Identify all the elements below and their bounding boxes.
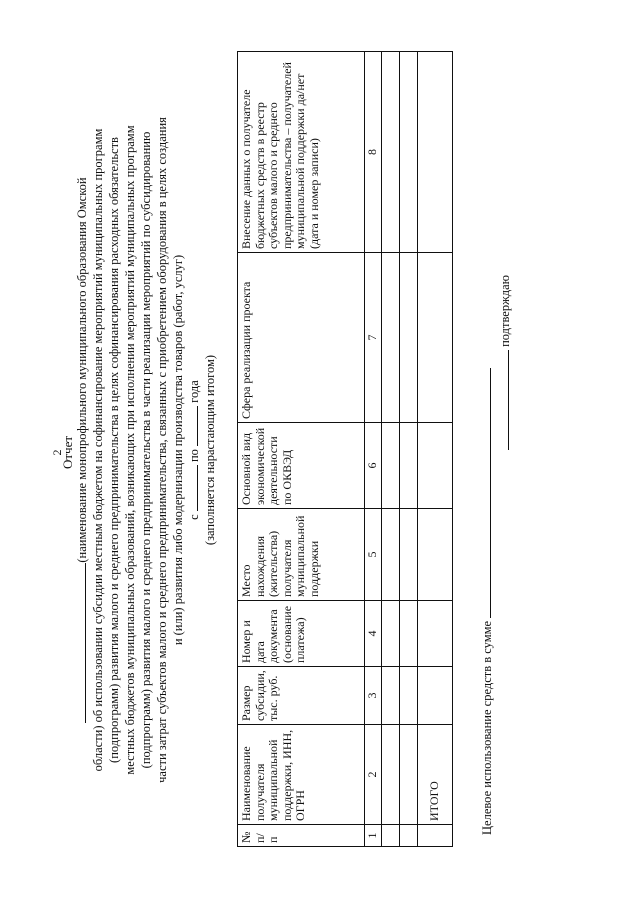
table-cell: [381, 253, 399, 423]
table-cell: [399, 423, 417, 509]
municipality-blank: [74, 563, 86, 723]
table-total-row: [417, 52, 452, 847]
table-cell: [417, 423, 452, 509]
table-cell: [417, 52, 452, 253]
table-cell: [381, 601, 399, 667]
table-cell: [399, 725, 417, 825]
column-number: 8: [365, 52, 382, 253]
header-line-4: местных бюджетов муниципальных образований, возникающих при исполнении мероприятий муниципальных программ: [123, 125, 137, 775]
header-line-1: (наименование монопрофильного муниципального образования Омской: [74, 55, 90, 845]
confirm-line: подтверждаю: [497, 275, 513, 835]
page-number: 2: [50, 449, 64, 456]
table-header-row: [238, 52, 365, 847]
table-cell: [417, 667, 452, 725]
column-number: 6: [365, 423, 382, 509]
purpose-line: Целевое использование средств в сумме: [479, 368, 495, 835]
header-line-3: (подпрограмм) развития малого и среднего предпринимательства в целях софинансирования расходных обязательств: [107, 137, 121, 763]
col-header-okved: Основной вид экономической деятельности по ОКВЭД: [238, 423, 365, 509]
table-cell: [381, 52, 399, 253]
table-cell: [399, 253, 417, 423]
header-line-6: части затрат субъектов малого и среднего предпринимательства, связанных с приобретением оборудования в целях создания: [155, 117, 169, 783]
table-cell: [381, 725, 399, 825]
cumulative-note: (заполняется нарастающим итогом): [203, 354, 217, 546]
col-header-document: Номер и дата документа (основание платежа): [238, 601, 365, 667]
table-cell: [381, 825, 399, 847]
table-cell: [417, 825, 452, 847]
period-from-blank: [186, 465, 198, 511]
col-header-sphere: Сфера реализации проекта: [238, 253, 365, 423]
col-header-recipient: Наименование получателя муниципальной поддержки, ИНН, ОГРН: [238, 725, 365, 825]
table-cell: [381, 423, 399, 509]
column-number: 1: [365, 825, 382, 847]
report-table: [237, 51, 453, 847]
col-header-subsidy: Размер субсидии, тыс. руб.: [238, 667, 365, 725]
column-number: 3: [365, 667, 382, 725]
header-line-2: области) об использовании субсидии местным бюджетом на софинансирование мероприятий муниципальных программ: [91, 128, 105, 772]
table-cell: [381, 667, 399, 725]
table-cell: [399, 825, 417, 847]
header-line-7: и (или) развития либо модернизации производства товаров (работ, услуг): [171, 254, 185, 646]
period-to-blank: [186, 406, 198, 446]
table-cell: [417, 253, 452, 423]
table-cell: [417, 509, 452, 601]
col-header-number: № п/п: [238, 825, 365, 847]
column-number: 5: [365, 509, 382, 601]
table-row: [381, 52, 399, 847]
header-line-5: (подпрограмм) развития малого и среднего предпринимательства в части реализации мероприятий по субсидированию: [139, 131, 153, 769]
amount-blank: [479, 368, 491, 618]
table-cell: [399, 52, 417, 253]
total-label: ИТОГО: [417, 725, 452, 825]
column-number: 7: [365, 253, 382, 423]
table-cell: [399, 667, 417, 725]
table-row: [399, 52, 417, 847]
table-cell: [381, 509, 399, 601]
table-cell: [399, 601, 417, 667]
report-header: [74, 55, 218, 845]
confirm-blank: [497, 350, 509, 450]
table-cell: [399, 509, 417, 601]
period-line: с по года: [187, 380, 201, 520]
column-number: 2: [365, 725, 382, 825]
col-header-location: Место нахождения (жительства) получателя муниципальной поддержки: [238, 509, 365, 601]
table-cell: [417, 601, 452, 667]
col-header-registry: Внесение данных о получателе бюджетных средств в реестр субъектов малого и среднего предпринимательства – получателей муниципальной поддержки да/нет (дата и номер записи): [238, 52, 365, 253]
report-title: Отчет: [60, 435, 75, 470]
table-column-numbers-row: [365, 52, 382, 847]
column-number: 4: [365, 601, 382, 667]
